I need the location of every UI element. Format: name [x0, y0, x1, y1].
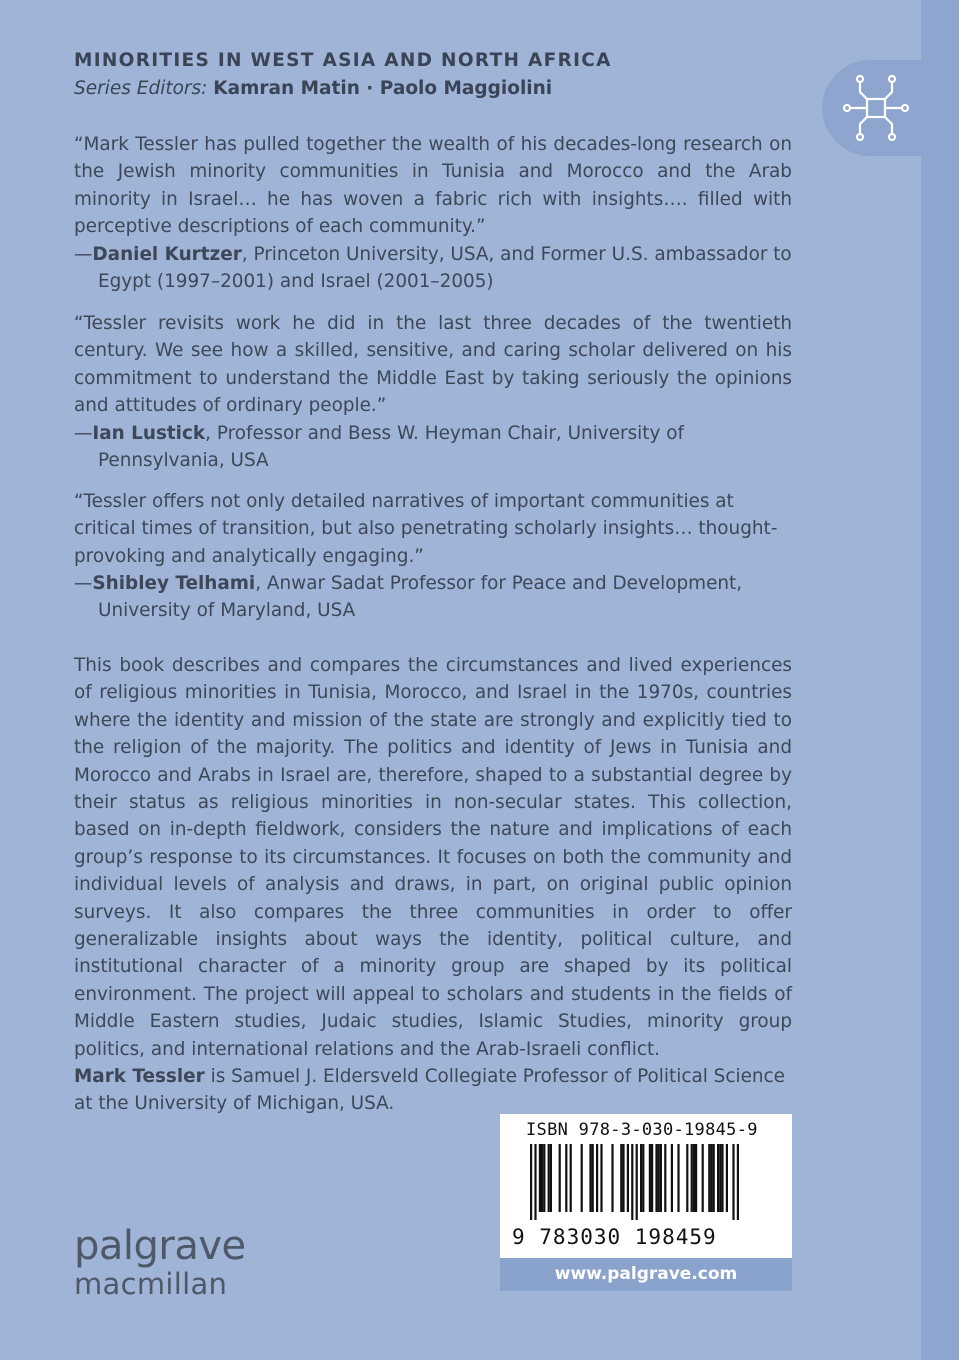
blurb-attribution-1	[74, 241, 816, 296]
blurb-quote-2: “Tessler revisits work he did in the last three decades of the twentieth century. We see how a skilled, sensitive, and caring scholar delivered on his commitment to understand the Middle East by taking seriously the opinions and attitudes of ordinary people.”	[74, 313, 792, 417]
barcode-bar	[702, 1144, 704, 1212]
blurb-quote-1: “Mark Tessler has pulled together the wealth of his decades-long research on the Jewish minority communities in Tunisia and Morocco and the Arab minority in Israel… he has woven a fabric rich with insights…. filled with perceptive descriptions of each community.”	[74, 134, 792, 238]
attribution-dash: —	[74, 573, 93, 594]
publisher-logo-line1: palgrave	[74, 1223, 246, 1269]
author-bio-text: is Samuel J. Eldersveld Collegiate Professor of Political Science at the University of Michigan, USA.	[74, 1066, 785, 1115]
barcode-bar	[631, 1144, 633, 1220]
attribution-dash: —	[74, 423, 93, 444]
author-bio-name: Mark Tessler	[74, 1066, 205, 1087]
barcode-bar	[636, 1144, 638, 1220]
blurb-affiliation-3: , Anwar Sadat Professor for Peace and Development, University of Maryland, USA	[98, 573, 743, 622]
book-description: This book describes and compares the circumstances and lived experiences of religious minorities in Tunisia, Morocco, and Israel in the 1970s, countries where the identity and mission of the state are strongly and explicitly tied to the religion of the majority. The politics and identity of Jews in Tunisia and Morocco and Arabs in Israel are, therefore, shaped to a substantial degree by their status as religious minorities in non-secular states. This collection, based on in-depth fieldwork, considers the nature and implications of each group’s response to its circumstances. It focuses on both the community and individual levels of analysis and draws, in part, on original public opinion surveys. It also compares the three communities in order to offer generalizable insights about ways the identity, political culture, and institutional character of a minority group are shaped by its political environment. The project will appeal to scholars and students in the fields of Middle Eastern studies, Judaic studies, Islamic Studies, minority group politics, and international relations and the Arab-Israeli conflict.	[74, 655, 792, 1060]
barcode-bar	[671, 1144, 673, 1212]
barcode-bar	[691, 1144, 693, 1212]
barcode-bar	[541, 1144, 543, 1212]
barcode-bar	[611, 1144, 613, 1212]
blurb-attribution-2	[74, 420, 816, 475]
blurb-affiliation-1: , Princeton University, USA, and Former U.S. ambassador to Egypt (1997–2001) and Israel (2001–2005)	[98, 244, 792, 293]
barcode-bar	[726, 1144, 728, 1212]
barcode-bar	[592, 1144, 594, 1212]
barcode	[530, 1144, 750, 1224]
barcode-bar	[732, 1144, 734, 1220]
barcode-bar	[717, 1144, 719, 1212]
barcode-bar	[565, 1144, 567, 1212]
blurb-author-3: Shibley Telhami	[92, 573, 256, 594]
blurb-author-2: Ian Lustick	[92, 423, 206, 444]
isbn-text: ISBN 978-3-030-19845-9	[526, 1120, 758, 1140]
barcode-bar	[627, 1144, 629, 1212]
barcode-bar	[622, 1144, 624, 1212]
barcode-bar	[543, 1144, 545, 1212]
barcode-bar	[655, 1144, 657, 1212]
publisher-logo-line2: macmillan	[74, 1267, 228, 1301]
series-editors-names: Kamran Matin · Paolo Maggiolini	[213, 78, 553, 99]
series-editors	[74, 78, 552, 99]
series-title: MINORITIES IN WEST ASIA AND NORTH AFRICA	[74, 50, 612, 71]
barcode-bar	[686, 1144, 688, 1212]
series-badge	[822, 60, 959, 156]
barcode-bar	[596, 1144, 598, 1212]
barcode-bar	[664, 1144, 666, 1212]
blurb-quote-3: “Tessler offers not only detailed narratives of important communities at critical times of transition, but also penetrating scholarly insights… thought-provoking and analytically engaging.”	[74, 491, 778, 567]
attribution-dash: —	[74, 244, 93, 265]
publisher-logo	[74, 1224, 246, 1300]
barcode-bar	[581, 1144, 583, 1212]
barcode-bar	[649, 1144, 651, 1212]
barcode-bar	[708, 1144, 710, 1212]
author-bio	[74, 1063, 792, 1118]
barcode-bar	[651, 1144, 653, 1212]
barcode-bar	[677, 1144, 679, 1212]
palgrave-circuit-icon	[838, 70, 914, 146]
barcode-bar	[640, 1144, 642, 1212]
barcode-bar	[658, 1144, 660, 1212]
spine-edge	[921, 0, 959, 1360]
barcode-panel	[500, 1114, 792, 1258]
barcode-bar	[710, 1144, 712, 1212]
barcode-bar	[550, 1144, 552, 1212]
barcode-bar	[570, 1144, 572, 1212]
blurb-affiliation-2: , Professor and Bess W. Heyman Chair, University of Pennsylvania, USA	[98, 423, 684, 472]
barcode-bar	[695, 1144, 697, 1212]
website-link[interactable]: www.palgrave.com	[500, 1258, 792, 1291]
barcode-bar	[713, 1144, 715, 1212]
blurb-attribution-3	[74, 570, 816, 625]
ean-digits: 9 783030 198459	[512, 1225, 717, 1249]
barcode-bar	[589, 1144, 591, 1212]
barcode-block	[500, 1114, 792, 1291]
barcode-bar	[559, 1144, 561, 1212]
barcode-bar	[721, 1144, 723, 1212]
barcode-bar	[660, 1144, 662, 1212]
barcode-bar	[642, 1144, 644, 1212]
barcode-bar	[620, 1144, 622, 1212]
barcode-bar	[719, 1144, 721, 1212]
barcode-bar	[539, 1144, 541, 1212]
blurb-author-1: Daniel Kurtzer	[92, 244, 242, 265]
series-editors-label: Series Editors:	[74, 78, 208, 99]
barcode-bar	[530, 1144, 532, 1220]
barcode-bar	[600, 1144, 602, 1212]
barcode-bar	[737, 1144, 739, 1220]
barcode-bar	[548, 1144, 550, 1212]
barcode-bar	[534, 1144, 536, 1220]
barcode-bar	[693, 1144, 695, 1212]
